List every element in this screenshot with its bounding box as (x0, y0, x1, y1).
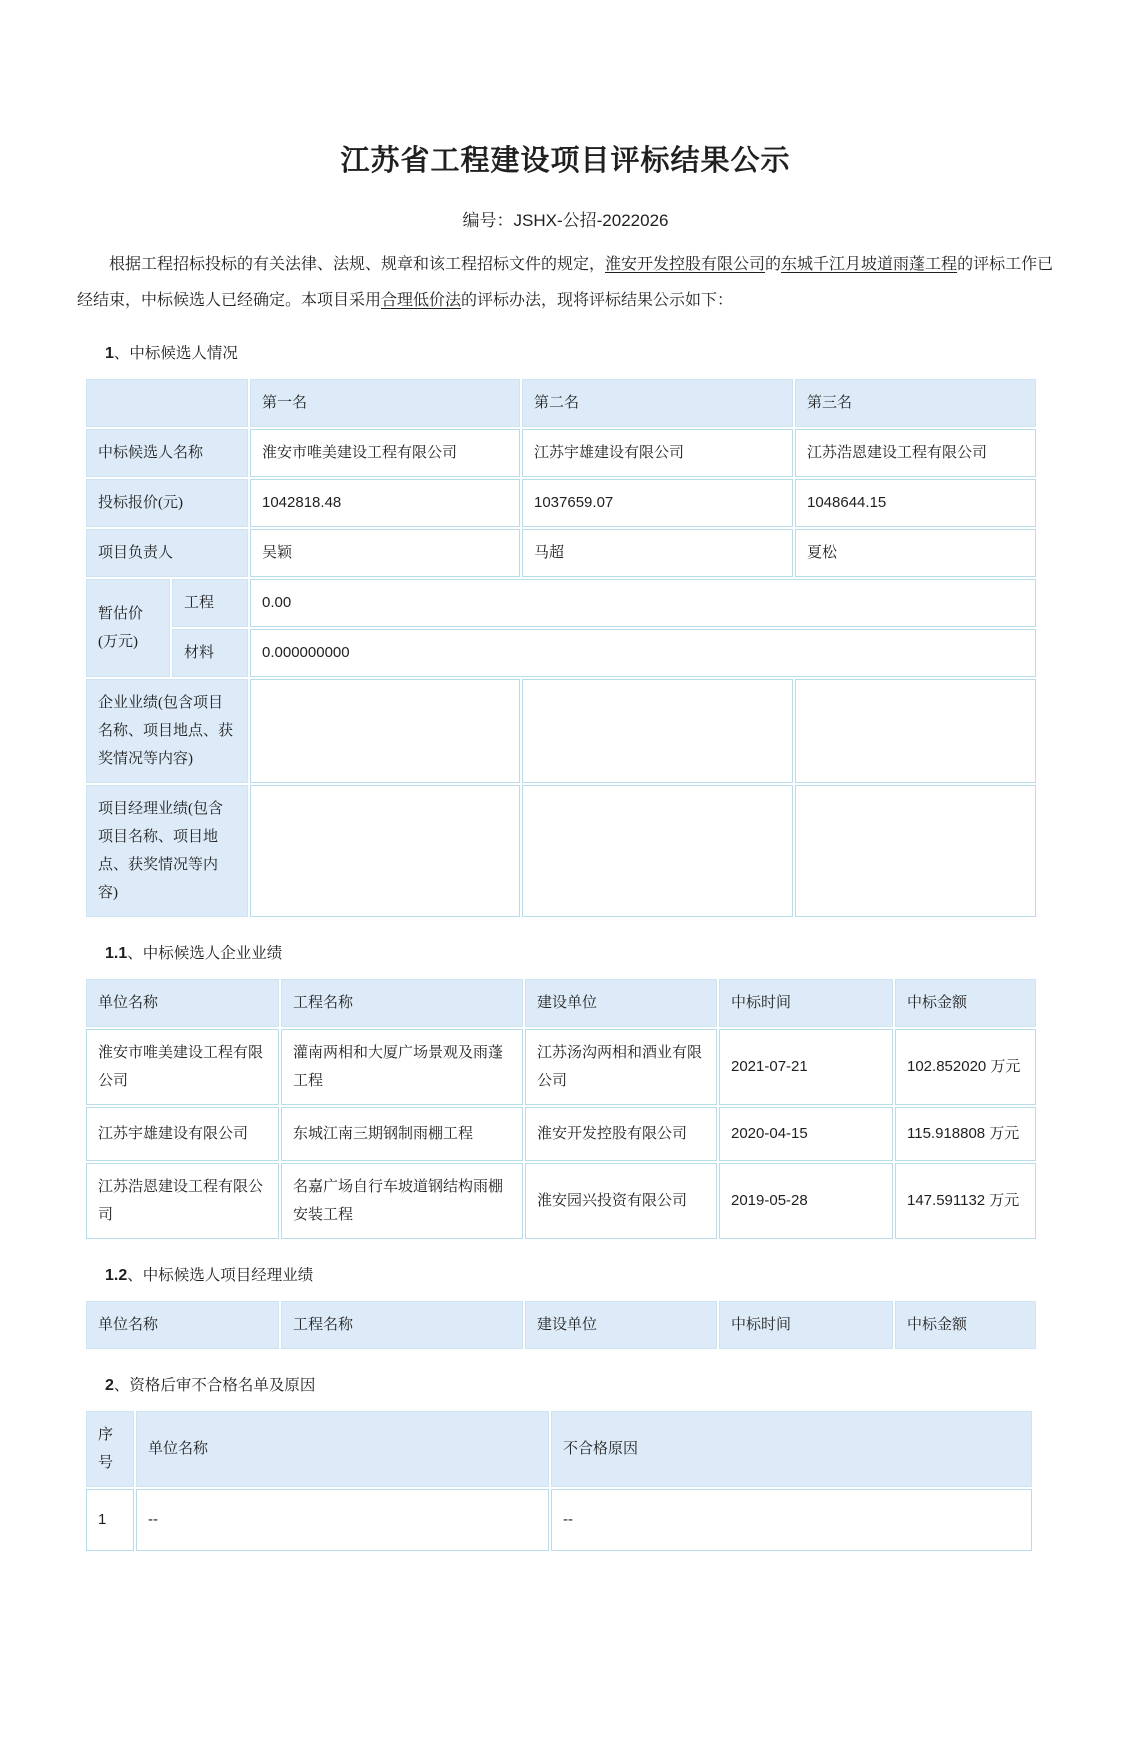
data-cell: 江苏宇雄建设有限公司 (86, 1107, 279, 1161)
estimate-value-cell: 0.000000000 (250, 629, 1036, 677)
enterprise-performance-table (84, 977, 1038, 1241)
section-2-heading (105, 1373, 1054, 1395)
header-cell: 第二名 (522, 379, 793, 427)
estimate-sub-label-cell: 工程 (172, 579, 248, 627)
data-cell: 2019-05-28 (719, 1163, 893, 1239)
data-cell: -- (551, 1489, 1032, 1551)
table-row (86, 1107, 1036, 1161)
header-cell: 中标时间 (719, 979, 893, 1027)
table-row (86, 1489, 1032, 1551)
corner-cell (86, 379, 248, 427)
header-cell: 建设单位 (525, 1301, 717, 1349)
data-cell: 马超 (522, 529, 793, 577)
data-cell: 淮安开发控股有限公司 (525, 1107, 717, 1161)
header-cell: 第一名 (250, 379, 520, 427)
header-cell: 单位名称 (86, 1301, 279, 1349)
data-cell: 夏松 (795, 529, 1036, 577)
section-1-2-heading (105, 1263, 1054, 1285)
data-cell: 2020-04-15 (719, 1107, 893, 1161)
unqualified-table (84, 1409, 1034, 1553)
empty-data-cell (795, 679, 1036, 783)
intro-seg1: 根据工程招标投标的有关法律、法规、规章和该工程招标文件的规定， (109, 256, 606, 273)
label-cell: 中标候选人名称 (86, 429, 248, 477)
table-row (86, 379, 1036, 427)
intro-method-underlined: 合理低价法 (381, 292, 462, 309)
header-cell: 不合格原因 (551, 1411, 1032, 1487)
document-page (0, 138, 1131, 1553)
data-cell: 吴颖 (250, 529, 520, 577)
data-cell: 淮安园兴投资有限公司 (525, 1163, 717, 1239)
label-cell: 项目经理业绩(包含项目名称、项目地点、获奖情况等内容) (86, 785, 248, 917)
header-cell: 建设单位 (525, 979, 717, 1027)
table-row (86, 479, 1036, 527)
intro-tenderer-underlined: 淮安开发控股有限公司 (605, 256, 766, 273)
section-1-2-title: 、中标候选人项目经理业绩 (127, 1267, 314, 1284)
table-row (86, 629, 1036, 677)
manager-performance-table (84, 1299, 1038, 1351)
data-cell: 2021-07-21 (719, 1029, 893, 1105)
section-2-number: 2 (105, 1377, 114, 1394)
header-cell: 中标时间 (719, 1301, 893, 1349)
data-cell: 江苏汤沟两相和酒业有限公司 (525, 1029, 717, 1105)
data-cell: 东城江南三期钢制雨棚工程 (281, 1107, 523, 1161)
intro-seg3: 的 (765, 256, 782, 273)
table-row (86, 679, 1036, 783)
data-cell: 淮安市唯美建设工程有限公司 (250, 429, 520, 477)
doc-number: 编号：JSHX-公招-2022026 (462, 211, 669, 230)
label-cell: 企业业绩(包含项目名称、项目地点、获奖情况等内容) (86, 679, 248, 783)
estimate-sub-label-cell: 材料 (172, 629, 248, 677)
header-cell: 单位名称 (136, 1411, 549, 1487)
section-1-title: 、中标候选人情况 (113, 345, 238, 362)
label-cell: 投标报价(元) (86, 479, 248, 527)
data-cell: 江苏浩恩建设工程有限公司 (795, 429, 1036, 477)
intro-project-underlined: 东城千江月坡道雨蓬工程 (781, 256, 958, 273)
table-row (86, 529, 1036, 577)
section-1-heading (105, 341, 1054, 363)
estimate-label-cell: 暂估价(万元) (86, 579, 170, 677)
candidates-table (84, 377, 1038, 919)
page-title: 江苏省工程建设项目评标结果公示 (340, 145, 791, 177)
section-1-1-heading (105, 941, 1054, 963)
data-cell: 115.918808 万元 (895, 1107, 1036, 1161)
section-1-2-number: 1.2 (105, 1267, 128, 1284)
section-1-1-title: 、中标候选人企业业绩 (127, 945, 283, 962)
data-cell: 灌南两相和大厦广场景观及雨蓬工程 (281, 1029, 523, 1105)
empty-data-cell (522, 785, 793, 917)
data-cell: -- (136, 1489, 549, 1551)
data-cell: 名嘉广场自行车坡道钢结构雨棚安装工程 (281, 1163, 523, 1239)
section-2-title: 、资格后审不合格名单及原因 (113, 1377, 316, 1394)
table-row (86, 579, 1036, 627)
table-row (86, 785, 1036, 917)
header-cell: 中标金额 (895, 1301, 1036, 1349)
header-cell: 单位名称 (86, 979, 279, 1027)
estimate-value-cell: 0.00 (250, 579, 1036, 627)
table-row (86, 979, 1036, 1027)
header-cell: 工程名称 (281, 1301, 523, 1349)
table-row (86, 1029, 1036, 1105)
intro-paragraph (77, 247, 1054, 319)
header-cell: 中标金额 (895, 979, 1036, 1027)
empty-data-cell (250, 785, 520, 917)
table-row (86, 1411, 1032, 1487)
data-cell: 1042818.48 (250, 479, 520, 527)
data-cell: 102.852020 万元 (895, 1029, 1036, 1105)
section-1-number: 1 (105, 345, 114, 362)
data-cell: 江苏宇雄建设有限公司 (522, 429, 793, 477)
data-cell: 淮安市唯美建设工程有限公司 (86, 1029, 279, 1105)
table-row (86, 429, 1036, 477)
empty-data-cell (795, 785, 1036, 917)
header-cell: 第三名 (795, 379, 1036, 427)
empty-data-cell (250, 679, 520, 783)
table-row (86, 1163, 1036, 1239)
header-cell: 序号 (86, 1411, 134, 1487)
section-1-1-number: 1.1 (105, 945, 128, 962)
data-cell: 1048644.15 (795, 479, 1036, 527)
data-cell: 江苏浩恩建设工程有限公司 (86, 1163, 279, 1239)
empty-data-cell (522, 679, 793, 783)
data-cell: 147.591132 万元 (895, 1163, 1036, 1239)
intro-seg7: 的评标办法，现将评标结果公示如下： (461, 292, 734, 309)
label-cell: 项目负责人 (86, 529, 248, 577)
data-cell: 1 (86, 1489, 134, 1551)
data-cell: 1037659.07 (522, 479, 793, 527)
table-row (86, 1301, 1036, 1349)
header-cell: 工程名称 (281, 979, 523, 1027)
intro-seg5: 的评标工作已经结束，中标候选人已经确定。本项目采用 (77, 256, 1054, 309)
